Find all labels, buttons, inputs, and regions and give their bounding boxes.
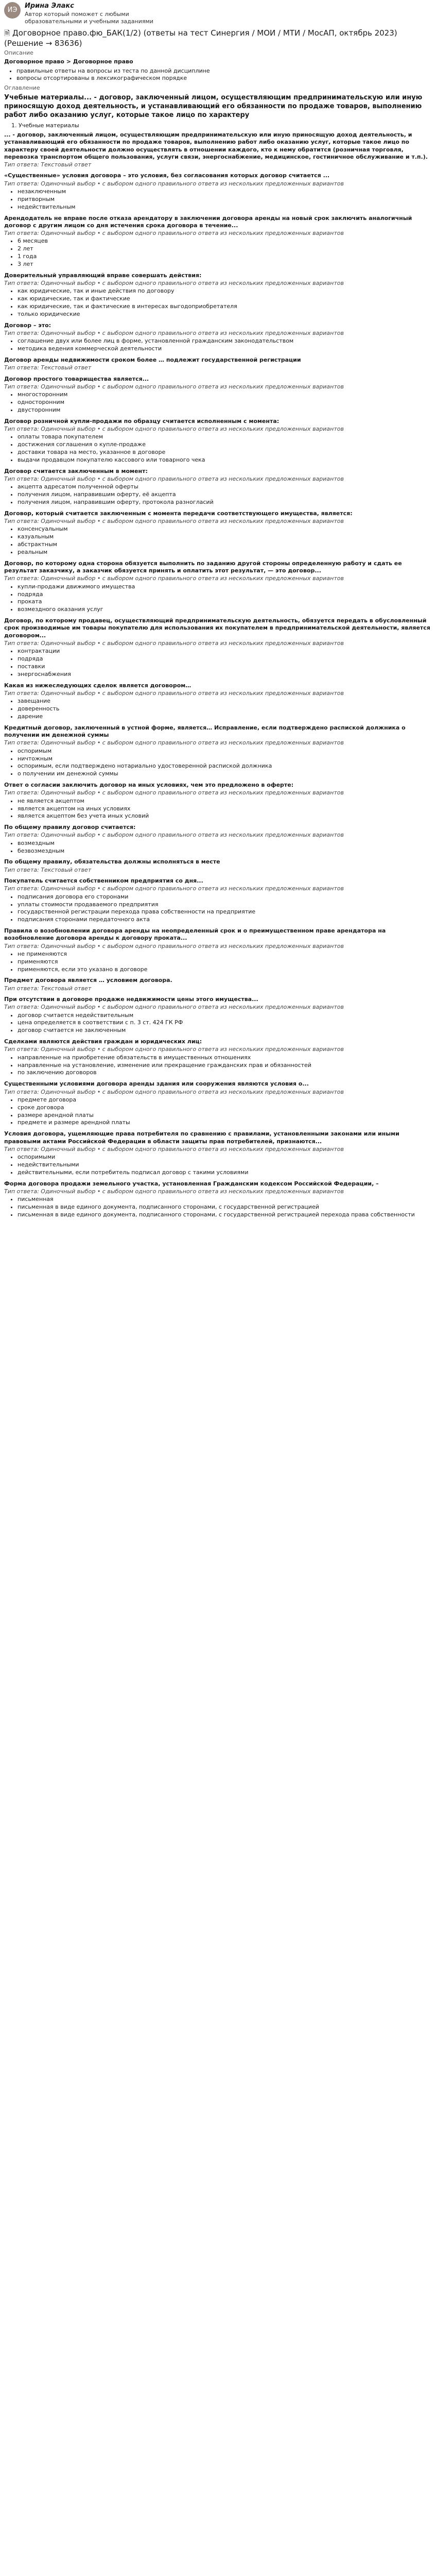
answer-option: • купли-продажи движимого имущества — [18, 583, 432, 591]
question-text: Существенными условиями договора аренды здания или сооружения являются условия о... — [4, 1080, 309, 1088]
answer-options — [4, 433, 432, 464]
answer-option: • сроке договора — [18, 1104, 432, 1112]
question-block — [4, 560, 432, 614]
answer-options — [4, 526, 432, 556]
answer-options — [4, 648, 432, 678]
answer-option: • направленные на установление, изменение или прекращение гражданских прав и обязанностей — [18, 1062, 432, 1070]
answer-type: Тип ответа: Одиночный выбор • с выбором одного правильного ответа из нескольких предложенных вариантов — [4, 1188, 344, 1195]
answer-type: Тип ответа: Одиночный выбор • с выбором одного правильного ответа из нескольких предложенных вариантов — [4, 330, 344, 337]
question-block — [4, 1180, 432, 1219]
question-block — [4, 824, 432, 855]
answer-option: • дарение — [18, 713, 432, 721]
answer-options — [4, 1196, 432, 1219]
question-text: При отсутствии в договоре продаже недвижимости цены этого имущества... — [4, 996, 258, 1003]
answer-option: • поставки — [18, 663, 432, 671]
answer-type: Тип ответа: Одиночный выбор • с выбором одного правильного ответа из нескольких предложенных вариантов — [4, 426, 344, 433]
answer-option: • письменная в виде единого документа, подписанного сторонами, с государственной регистрацией перехода права собственности — [18, 1211, 432, 1219]
answer-option: • является акцептом без учета иных условий — [18, 812, 432, 820]
breadcrumb[interactable]: Договорное право > Договорное право — [4, 58, 133, 65]
answer-type: Тип ответа: Одиночный выбор • с выбором одного правильного ответа из нескольких предложенных вариантов — [4, 789, 344, 796]
question-text: Доверительный управляющий вправе совершать действия: — [4, 272, 202, 279]
answer-option: • притворным — [18, 196, 432, 204]
answer-options — [4, 1012, 432, 1035]
answer-option: • не применяются — [18, 951, 432, 958]
answer-options — [4, 1154, 432, 1177]
answer-options — [4, 893, 432, 924]
question-text: Договор считается заключенным в момент: — [4, 467, 148, 474]
question-text: Какая из нижеследующих сделок является договором… — [4, 682, 191, 689]
answer-option: • государственной регистрации перехода права собственности на предприятие — [18, 908, 432, 916]
answer-option: • уплаты стоимости продаваемого предприятия — [18, 901, 432, 909]
question-text: Сделками являются действия граждан и юридических лиц: — [4, 1038, 202, 1045]
question-text: ... - договор, заключенный лицом, осуществляющим предпринимательскую или иную приносящую доход деятельность, и устанавливающий его обязанности по продаже товаров, выполнению работ либо оказанию услуг, которые такое лицо по характеру своей деятельности должно осуществлять в отношении каждого, кто к нему обратится (розничная торговля, перевозка транспортом общего пользования, услуги связи, энергоснабжение, медицинское, гостиничное обслуживание и т.п.). — [4, 131, 428, 160]
answer-option: • соглашение двух или более лиц в форме, установленной гражданским законодательством — [18, 337, 432, 345]
answer-option: • письменная в виде единого документа, подписанного сторонами, с государственной регистрацией — [18, 1204, 432, 1211]
answer-options — [4, 951, 432, 974]
author-card — [4, 2, 432, 25]
answer-options — [4, 483, 432, 506]
answer-option: • завещание — [18, 698, 432, 705]
answer-option: • подписания сторонами передаточного акта — [18, 916, 432, 924]
answer-options — [4, 798, 432, 821]
answer-option: • только юридические — [18, 311, 432, 318]
answer-option: • подряда — [18, 591, 432, 599]
question-block — [4, 131, 432, 168]
answer-type: Тип ответа: Одиночный выбор • с выбором одного правильного ответа из нескольких предложенных вариантов — [4, 885, 344, 892]
question-text: «Существенные» условия договора – это условия, без согласования которых договор считается ... — [4, 172, 330, 179]
answer-option: • как юридические, так и иные действия по договору — [18, 287, 432, 295]
answer-option: • применяются, если это указано в договоре — [18, 966, 432, 974]
answer-options — [4, 698, 432, 721]
answer-option: • консенсуальным — [18, 526, 432, 533]
answer-type: Тип ответа: Одиночный выбор • с выбором одного правильного ответа из нескольких предложенных вариантов — [4, 1145, 344, 1153]
answer-option: • энергоснабжения — [18, 671, 432, 679]
answer-type: Тип ответа: Одиночный выбор • с выбором одного правильного ответа из нескольких предложенных вариантов — [4, 280, 344, 287]
answer-option: • договор считается не заключенным — [18, 1027, 432, 1035]
answer-option: • контрактации — [18, 648, 432, 655]
answer-option: • по заключению договоров — [18, 1069, 432, 1077]
question-text: Правила о возобновлении договора аренды на неопределенный срок и о преимущественном праве арендатора на возобновление договора аренды к договору проката... — [4, 927, 386, 942]
answer-option: • реальным — [18, 549, 432, 556]
question-block — [4, 418, 432, 464]
answer-type: Тип ответа: Одиночный выбор • с выбором одного правильного ответа из нескольких предложенных вариантов — [4, 689, 344, 697]
answer-option: • методика ведения коммерческой деятельности — [18, 345, 432, 353]
answer-option: • как юридические, так и фактические в интересах выгодоприобретателя — [18, 303, 432, 311]
answer-options — [4, 337, 432, 353]
question-block — [4, 1130, 432, 1176]
question-text: Предмет договора является … условием договора. — [4, 977, 172, 984]
answer-option: • оплаты товара покупателем — [18, 433, 432, 441]
answer-options — [4, 188, 432, 211]
answer-option: • акцепта адресатом полученной оферты — [18, 483, 432, 491]
description-bullet: • вопросы отсортированы в лексикографическом порядке — [16, 75, 432, 82]
answer-option: • доставки товара на место, указанное в договоре — [18, 449, 432, 456]
answer-options — [4, 287, 432, 318]
answer-type: Тип ответа: Одиночный выбор • с выбором одного правильного ответа из нескольких предложенных вариантов — [4, 518, 344, 525]
answer-type: Тип ответа: Одиночный выбор • с выбором одного правильного ответа из нескольких предложенных вариантов — [4, 180, 344, 187]
question-text: Договор, по которому продавец, осуществляющий предпринимательскую деятельность, обязуется передать в обусловленный срок производимые им товары покупателю для использования их покупателем в предпринимательской деятельности, является договором... — [4, 617, 430, 639]
answer-option: • двусторонним — [18, 406, 432, 414]
question-text: Форма договора продажи земельного участка, установленная Гражданским кодексом Российской Федерации, – — [4, 1180, 379, 1187]
answer-options — [4, 583, 432, 614]
answer-option: • действительными, если потребитель подписал договор с такими условиями — [18, 1169, 432, 1177]
document-title-row — [4, 28, 432, 48]
answer-option: • возмездным — [18, 840, 432, 848]
answer-option: • договор считается недействительным — [18, 1012, 432, 1020]
avatar[interactable]: ИЭ — [4, 2, 21, 19]
toc-item[interactable]: 1. Учебные материалы — [19, 122, 432, 129]
answer-type: Тип ответа: Одиночный выбор • с выбором одного правильного ответа из нескольких предложенных вариантов — [4, 575, 344, 582]
answer-type: Тип ответа: Одиночный выбор • с выбором одного правильного ответа из нескольких предложенных вариантов — [4, 942, 344, 950]
answer-option: • доверенность — [18, 705, 432, 713]
question-block — [4, 172, 432, 211]
table-of-contents — [4, 122, 432, 129]
question-block — [4, 1080, 432, 1127]
answer-type: Тип ответа: Одиночный выбор • с выбором одного правильного ответа из нескольких предложенных вариантов — [4, 383, 344, 390]
question-block — [4, 1038, 432, 1077]
question-block — [4, 376, 432, 414]
question-block — [4, 927, 432, 973]
answer-option: • как юридические, так и фактические — [18, 295, 432, 303]
answer-option: • цена определяется в соответствии с п. 3 ст. 424 ГК РФ — [18, 1019, 432, 1027]
toc-label: Оглавление — [4, 84, 40, 91]
answer-option: • 1 года — [18, 253, 432, 261]
question-text: Договор простого товарищества является... — [4, 375, 149, 382]
author-info — [25, 2, 179, 25]
question-block — [4, 996, 432, 1035]
answer-type: Тип ответа: Одиночный выбор • с выбором одного правильного ответа из нескольких предложенных вариантов — [4, 230, 344, 237]
answer-option: • достижения соглашения о купле-продаже — [18, 441, 432, 449]
document-icon: 🗎 — [4, 29, 10, 38]
answer-type: Тип ответа: Текстовый ответ — [4, 161, 92, 168]
answer-option: • 6 месяцев — [18, 238, 432, 245]
answer-option: • безвозмездным — [18, 848, 432, 855]
answer-option: • письменная — [18, 1196, 432, 1204]
question-block — [4, 357, 432, 372]
answer-options — [4, 391, 432, 414]
answer-type: Тип ответа: Одиночный выбор • с выбором одного правильного ответа из нескольких предложенных вариантов — [4, 739, 344, 747]
answer-option: • возмездного оказания услуг — [18, 606, 432, 614]
answer-option: • подписания договора его сторонами — [18, 893, 432, 901]
question-block — [4, 617, 432, 679]
question-text: Арендодатель не вправе после отказа арендатору в заключении договора аренды на новый срок заключить аналогичный договор с другим лицом со дня истечения срока договора в течение... — [4, 214, 412, 229]
answer-options — [4, 1096, 432, 1127]
answer-options — [4, 840, 432, 855]
question-text: Договор розничной купли-продажи по образцу считается исполненным с момента: — [4, 417, 280, 425]
answer-option: • односторонним — [18, 399, 432, 406]
answer-options — [4, 1054, 432, 1077]
lead-heading: Учебные материалы... - договор, заключенный лицом, осуществляющим предпринимательскую или иную приносящую доход деятельность, и устанавливающий его обязанности по продаже товаров, выполнению работ либо оказанию услуг, которые такое лицо по характеру — [4, 93, 423, 119]
answer-option: • казуальным — [18, 533, 432, 541]
author-description: Автор который поможет с любыми образовательными и учебными заданиями — [25, 10, 153, 25]
answer-option: • оспоримым, если подтверждено нотариально удостоверенной распиской должника — [18, 762, 432, 770]
question-block — [4, 782, 432, 820]
answer-option: • направленные на приобретение обязательств в имущественных отношениях — [18, 1054, 432, 1062]
answer-type: Тип ответа: Одиночный выбор • с выбором одного правильного ответа из нескольких предложенных вариантов — [4, 1046, 344, 1053]
question-block — [4, 272, 432, 318]
answer-options — [4, 238, 432, 268]
answer-type: Тип ответа: Текстовый ответ — [4, 985, 92, 992]
questions-list — [4, 131, 432, 1219]
answer-options — [4, 748, 432, 778]
author-name[interactable]: Ирина Элакс — [25, 2, 74, 10]
answer-option: • применяются — [18, 958, 432, 966]
answer-option: • 2 лет — [18, 245, 432, 253]
question-text: Покупатель считается собственником предприятия со дня... — [4, 877, 203, 885]
answer-option: • подряда — [18, 655, 432, 663]
answer-option: • предмете договора — [18, 1096, 432, 1104]
document-title: Договорное право.фю_БАК(1/2) (ответы на тест Синергия / МОИ / МТИ / МосАП, октябрь 2023) (Решение → 83636) — [4, 28, 397, 48]
question-block — [4, 215, 432, 268]
answer-option: • получения лицом, направившим оферту, протокола разногласий — [18, 499, 432, 506]
answer-type: Тип ответа: Текстовый ответ — [4, 364, 92, 371]
answer-option: • незаключенным — [18, 188, 432, 196]
answer-type: Тип ответа: Одиночный выбор • с выбором одного правильного ответа из нескольких предложенных вариантов — [4, 640, 344, 647]
answer-type: Тип ответа: Одиночный выбор • с выбором одного правильного ответа из нескольких предложенных вариантов — [4, 1004, 344, 1011]
question-text: Договор – это: — [4, 321, 51, 329]
question-text: По общему правилу, обязательства должны исполняться в месте — [4, 858, 220, 866]
answer-type: Тип ответа: Одиночный выбор • с выбором одного правильного ответа из нескольких предложенных вариантов — [4, 476, 344, 483]
answer-option: • является акцептом на иных условиях — [18, 805, 432, 813]
question-block — [4, 322, 432, 353]
answer-option: • абстрактным — [18, 541, 432, 549]
question-block — [4, 468, 432, 506]
question-text: Договор, который считается заключенным с момента передачи соответствующего имущества, является: — [4, 510, 353, 517]
answer-type: Тип ответа: Одиночный выбор • с выбором одного правильного ответа из нескольких предложенных вариантов — [4, 1088, 344, 1095]
answer-option: • не является акцептом — [18, 798, 432, 805]
answer-option: • размере арендной платы — [18, 1112, 432, 1120]
description-bullet: • правильные ответы на вопросы из теста по данной дисциплине — [16, 67, 432, 75]
question-block — [4, 682, 432, 721]
answer-option: • о получении им денежной суммы — [18, 770, 432, 778]
question-text: По общему правилу договор считается: — [4, 824, 136, 831]
question-block — [4, 877, 432, 924]
page — [0, 0, 436, 1219]
answer-option: • недействительными — [18, 1161, 432, 1169]
answer-option: • получения лицом, направившим оферту, её акцепта — [18, 491, 432, 499]
description-bullets — [4, 67, 432, 82]
question-text: Договор, по которому одна сторона обязуется выполнить по заданию другой стороны определенную работу и сдать ее результат заказчику, а заказчик обязуется принять и оплатить этот результат, — это договор... — [4, 560, 402, 574]
answer-option: • 3 лет — [18, 261, 432, 268]
answer-option: • оспоримыми — [18, 1154, 432, 1161]
answer-option: • выдачи продавцом покупателю кассового или товарного чека — [18, 456, 432, 464]
question-text: Кредитный договор, заключенный в устной форме, является… Исправление, если подтверждено распиской должника о получении им денежной суммы — [4, 724, 406, 739]
answer-option: • предмете и размере арендной платы — [18, 1119, 432, 1127]
question-block — [4, 510, 432, 556]
answer-option: • проката — [18, 598, 432, 606]
description-label: Описание — [4, 49, 33, 57]
answer-option: • недействительным — [18, 204, 432, 211]
answer-option: • оспоримым — [18, 748, 432, 755]
question-block — [4, 724, 432, 778]
answer-option: • ничтожным — [18, 755, 432, 763]
question-text: Условия договора, ущемляющие права потребителя по сравнению с правилами, установленными законами или иными правовыми актами Российской Федерации в области защиты прав потребителей, признаются... — [4, 1130, 399, 1145]
question-text: Договор аренды недвижимости сроком более … подлежит государственной регистрации — [4, 357, 301, 364]
answer-type: Тип ответа: Текстовый ответ — [4, 866, 92, 873]
question-block — [4, 858, 432, 874]
answer-type: Тип ответа: Одиночный выбор • с выбором одного правильного ответа из нескольких предложенных вариантов — [4, 832, 344, 839]
question-text: Ответ о согласии заключить договор на иных условиях, чем это предложено в оферте: — [4, 782, 294, 789]
answer-option: • многосторонним — [18, 391, 432, 399]
question-block — [4, 977, 432, 992]
